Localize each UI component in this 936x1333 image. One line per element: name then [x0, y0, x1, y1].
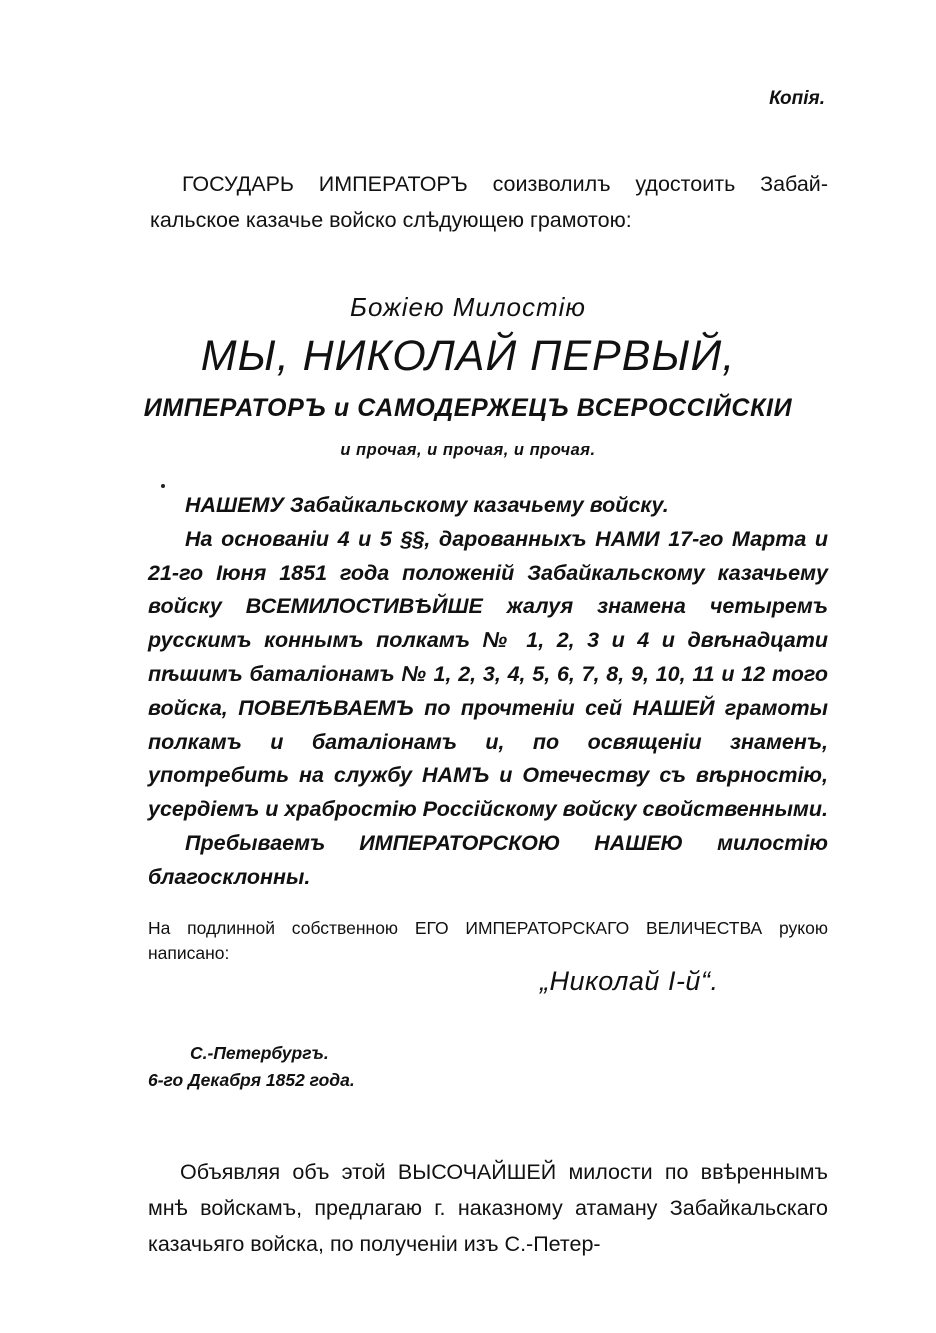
place: С.-Петербургъ. — [190, 1043, 329, 1063]
copy-label: Копія. — [769, 88, 825, 109]
signature: „Николай I-й“. — [540, 966, 719, 996]
charter-text — [148, 489, 828, 895]
charter-by-grace: Божіею Милостію — [350, 292, 586, 322]
announcement-paragraph: Объявляя объ этой ВЫСОЧАЙШЕЙ милости по ввѣреннымъ мнѣ войскамъ, предлагаю г. наказному атаману Забайкальскаго казачьяго войска, по полученіи изъ С.-Петер- — [148, 1160, 828, 1256]
original-note: На подлинной собственною ЕГО ИМПЕРАТОРСКАГО ВЕЛИЧЕСТВА рукою написано: — [148, 918, 828, 963]
charter-emperor-name: МЫ, НИКОЛАЙ ПЕРВЫЙ, — [200, 332, 736, 380]
intro-paragraph: ГОСУДАРЬ ИМПЕРАТОРЪ соизволилъ удостоить Забайкальское казачье войско слѣдующею грамотою: — [150, 172, 828, 232]
charter-emperor-title: ИМПЕРАТОРЪ и САМОДЕРЖЕЦЪ ВСЕРОССІЙСКІИ — [143, 394, 793, 422]
charter-closing: Пребываемъ ИМПЕРАТОРСКОЮ НАШЕЮ милостію благосклонны. — [148, 830, 828, 889]
charter-body: На основаніи 4 и 5 §§, дарованныхъ НАМИ 17-го Марта и 21-го Іюня 1851 года положеній Забайкальскому казачьему войску ВСЕМИЛОСТИВѢЙШЕ жалуя знамена четыремъ русскимъ коннымъ полкамъ № 1, 2, 3 и 4 и двѣнадцати пѣшимъ баталіонамъ № 1, 2, 3, 4, 5, 6, 7, 8, 9, 10, 11 и 12 того войска, ПОВЕЛѢВАЕМЪ по прочтеніи сей НАШЕЙ грамоты полкамъ и баталіонамъ и, по освященіи знаменъ, употребить на службу НАМЪ и Отечеству съ вѣрностію, усердіемъ и храбростію Россійскому войску свойственными. — [148, 526, 828, 822]
date: 6-го Декабря 1852 года. — [148, 1070, 355, 1090]
charter-address: НАШЕМУ Забайкальскому казачьему войску. — [185, 493, 669, 517]
ink-speck — [161, 484, 165, 488]
charter-etc: и прочая, и прочая, и прочая. — [340, 441, 596, 459]
